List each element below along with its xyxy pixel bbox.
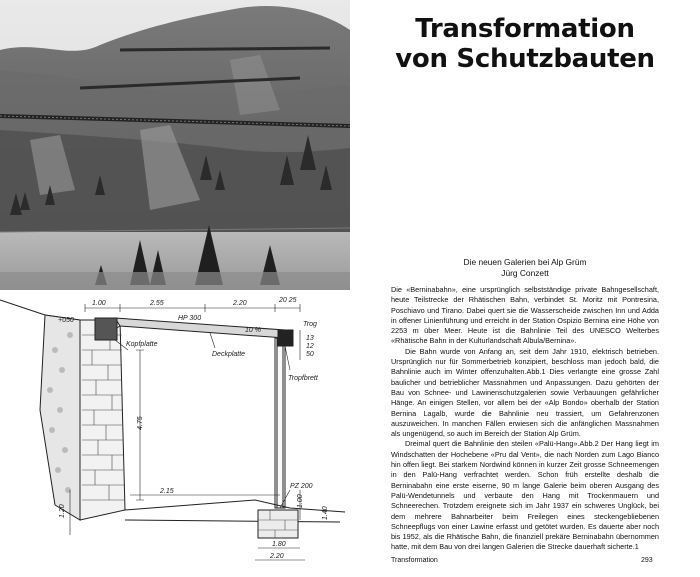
drawing-label-trog: Trog	[303, 321, 317, 328]
drawing-dim-12: 12	[306, 343, 314, 350]
paragraph: Die «Berninabahn», eine ursprünglich selbstständige private Bahngesellschaft, heute Teilstrecke der Rhätischen Bahn, verbindet St. Moritz mit Pontresina, Poschiavo und Tirano. Dabei quert sie die Wasserscheide zwischen Inn und Adda in offener Linienführung und erreicht in der Station Ospizio Bernina eine Höhe von 2253 m über Meer. Heute ist die Bahnlinie Teil des UNESCO Welterbes «Rhätische Bahn in der Kulturlandschaft Albula/Bernina».	[391, 285, 659, 346]
page-number: 293	[641, 557, 653, 564]
drawing-dim-120: 1.20	[59, 504, 66, 518]
drawing-dim-13: 13	[306, 335, 314, 342]
drawing-label-tropfbrett: Tropfbrett	[288, 375, 318, 382]
drawing-dim-2-20: 2.20	[270, 553, 284, 560]
drawing-dim-180: 1.80	[272, 541, 286, 548]
drawing-dim-100b: 1.00	[297, 494, 304, 508]
article-author: Jürg Conzett	[501, 268, 549, 278]
drawing-dim-255: 2.55	[150, 300, 164, 307]
right-page	[350, 0, 700, 577]
article-subtitle: Die neuen Galerien bei Alp Grüm	[463, 257, 587, 267]
drawing-dim-100: 1.00	[92, 300, 106, 307]
gallery-photograph	[0, 0, 350, 290]
gallery-cross-section-drawing	[0, 290, 350, 577]
article-body	[391, 285, 659, 553]
drawing-label-deckplatte: Deckplatte	[212, 351, 246, 358]
drawing-dim-220: 2.20	[233, 300, 247, 307]
paragraph: Dreimal quert die Bahnlinie den steilen «Palü-Hang».Abb.2 Der Hang liegt im Windschatten der Hochebene «Pru dal Vent», die nach Norden zum Lago Bianco hin offen liegt. Bei starkem Nordwind können in kurzer Zeit grosse Schneemengen in den Palü-Hang verfrachtet werden. Schon früh erstellte deshalb die Berninabahn eine erste eiserne, 90 m lange Galerie beim oberen Ausgang des Palü-Wendetunnels und verbaute den Hang mit Trockenmauern und Schneerechen. Trotzdem ereignete sich im Jahr 1937 ein schweres Unglück, bei dem mehrere Bahnarbeiter beim Freilegen eines steckengebliebenen Schneepflugs von einer Lawine erfasst und getötet wurden. Es dauerte aber noch bis 1952, als die Rhätische Bahn, die finanziell prekäre Berninabahn übernommen hatte, mit dem Bau von drei langen Galerien die Strecke dauerhaft sicherte.1	[391, 439, 659, 552]
drawing-dim-050: +050	[58, 317, 74, 324]
drawing-label-kopfplatte: Kopfplatte	[126, 341, 158, 348]
paragraph: Die Bahn wurde von Anfang an, seit dem Jahr 1910, elektrisch betrieben. Ursprünglich nur für Sommerbetrieb konzipiert, beschloss man jedoch bald, die Bahnlinie auch im Winter offenzuhalten.Abb.1 Dies verlangte eine grosse Zahl baulicher und betrieblicher Massnahmen und Anpassungen. Dazu gehörten der Bau von Schnee- und Lawinenschutzgalerien sowie Verbauungen gefährlicher Hänge. An einigen Stellen, vor allem bei der «Alp Bondo» oberhalb der Station Bernina Lagalb, wurde die Bahnlinie neu trassiert, um Gefahrenzonen auszuweichen. In manchen Fällen erwiesen sich die anfänglichen Massnahmen als ungenügend, so auch im Bereich der Station Alp Grüm.	[391, 346, 659, 439]
drawing-dim-215: 2.15	[160, 488, 174, 495]
drawing-label-hp: HP 300	[178, 315, 202, 322]
page-title	[350, 14, 700, 74]
drawing-dim-2025: 20 25	[279, 297, 297, 304]
drawing-label-pz: PZ 200	[290, 483, 313, 490]
page-title-line-1: Transformation	[415, 14, 635, 44]
drawing-dim-475: 4.75	[137, 416, 144, 430]
footer-section-name: Transformation	[391, 557, 438, 564]
drawing-dim-50: 50	[306, 351, 314, 358]
page-title-line-2: von Schutzbauten	[395, 44, 655, 74]
drawing-dim-140: 1.40	[322, 506, 329, 520]
drawing-label-slope: 10 %	[245, 327, 261, 334]
